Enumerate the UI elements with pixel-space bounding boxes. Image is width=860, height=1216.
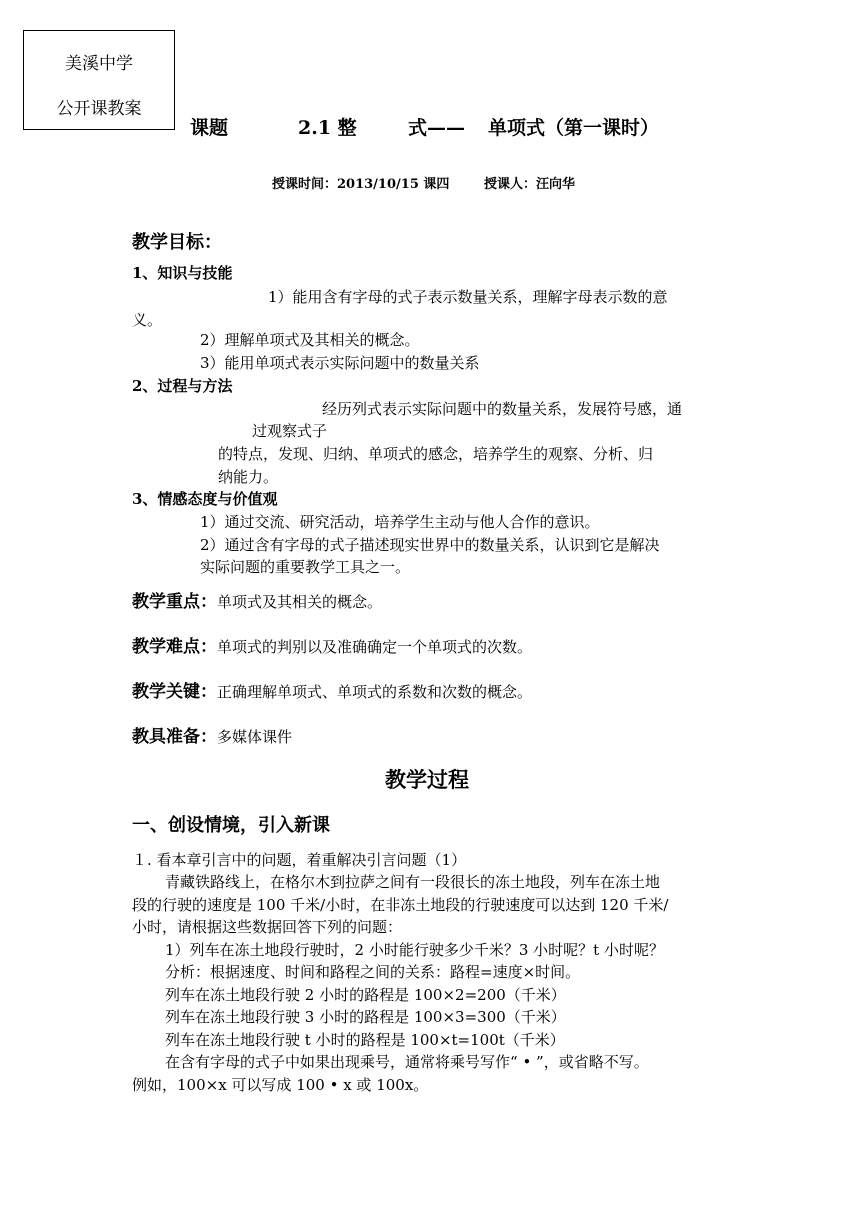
objective-2-line-1: 经历列式表示实际问题中的数量关系，发展符号感，通 xyxy=(322,400,683,418)
objective-3-item-2: 2）通过含有字母的式子描述现实世界中的数量关系，认识到它是解决 xyxy=(200,536,660,554)
process-note: 在含有字母的式子中如果出现乘号，通常将乘号写作“ • ”，或省略不写。 xyxy=(165,1053,649,1071)
process-line-3: 段的行驶的速度是 100 千米/小时，在非冻土地段的行驶速度可以达到 120 千米/ xyxy=(132,896,669,914)
objective-2-line-2: 过观察式子 xyxy=(252,422,328,440)
stamp-school-name: 美溪中学 xyxy=(65,54,133,74)
process-analysis: 分析：根据速度、时间和路程之间的关系：路程=速度×时间。 xyxy=(165,963,581,981)
teaching-difficulty-label: 教学难点： xyxy=(132,637,217,657)
process-answer-3h: 列车在冻土地段行驶 3 小时的路程是 100×3=300（千米） xyxy=(165,1008,566,1026)
process-line-1: １. 看本章引言中的问题，着重解决引言问题（1） xyxy=(132,851,467,869)
objective-3-heading: 3、情感态度与价值观 xyxy=(132,490,278,508)
teaching-tools-label: 教具准备： xyxy=(132,727,217,747)
teaching-key-text: 单项式及其相关的概念。 xyxy=(217,593,383,611)
objectives-heading: 教学目标： xyxy=(132,232,222,253)
process-section-1-heading: 一、创设情境，引入新课 xyxy=(132,815,330,836)
title-part3: 单项式（第一课时） xyxy=(488,117,660,139)
process-answer-2h: 列车在冻土地段行驶 2 小时的路程是 100×2=200（千米） xyxy=(165,986,566,1004)
objective-2-heading: 2、过程与方法 xyxy=(132,377,233,395)
stamp-lesson-type: 公开课教案 xyxy=(56,99,142,119)
process-example: 例如，100×x 可以写成 100 • x 或 100x。 xyxy=(132,1076,429,1094)
objective-1-item-1: 1）能用含有字母的式子表示数量关系，理解字母表示数的意 xyxy=(268,288,668,306)
teaching-key-label: 教学重点： xyxy=(132,592,217,612)
process-heading: 教学过程 xyxy=(385,767,469,792)
teaching-crux-label: 教学关键： xyxy=(132,682,217,702)
teaching-tools-text: 多媒体课件 xyxy=(217,728,293,746)
objective-3-item-2-cont: 实际问题的重要教学工具之一。 xyxy=(200,558,411,576)
objective-1-item-3: 3）能用单项式表示实际问题中的数量关系 xyxy=(200,354,480,372)
teaching-crux-row xyxy=(132,682,532,702)
lesson-teacher: 授课人：汪向华 xyxy=(484,177,576,192)
lesson-time: 授课时间：2013/10/15 课四 xyxy=(272,177,450,192)
objective-1-item-2: 2）理解单项式及其相关的概念。 xyxy=(200,331,420,349)
objective-2-line-3: 的特点，发现、归纳、单项式的感念，培养学生的观察、分析、归 xyxy=(218,445,654,463)
teaching-crux-text: 正确理解单项式、单项式的系数和次数的概念。 xyxy=(217,683,533,701)
teaching-key-row xyxy=(132,592,382,612)
objective-1-heading: 1、知识与技能 xyxy=(132,264,233,282)
teaching-difficulty-text: 单项式的判别以及准确确定一个单项式的次数。 xyxy=(217,638,533,656)
title-part2: 式—— xyxy=(408,117,466,139)
process-answer-th: 列车在冻土地段行驶 t 小时的路程是 100×t=100t（千米） xyxy=(165,1031,565,1049)
teaching-difficulty-row xyxy=(132,637,532,657)
school-stamp-box xyxy=(23,30,175,130)
process-line-2: 青藏铁路线上，在格尔木到拉萨之间有一段很长的冻土地段，列车在冻土地 xyxy=(165,873,661,891)
title-label: 课题 xyxy=(190,117,229,139)
objective-3-item-1: 1）通过交流、研究活动，培养学生主动与他人合作的意识。 xyxy=(200,513,600,531)
objective-1-item-1-cont: 义。 xyxy=(132,311,163,329)
objective-2-line-4: 纳能力。 xyxy=(218,468,279,486)
process-line-4: 小时，请根据这些数据回答下列的问题： xyxy=(132,918,403,936)
teaching-tools-row xyxy=(132,727,292,747)
title-part1: 2.1 整 xyxy=(298,117,357,139)
process-question-1: 1）列车在冻土地段行驶时，2 小时能行驶多少千米？3 小时呢？t 小时呢？ xyxy=(165,941,664,959)
